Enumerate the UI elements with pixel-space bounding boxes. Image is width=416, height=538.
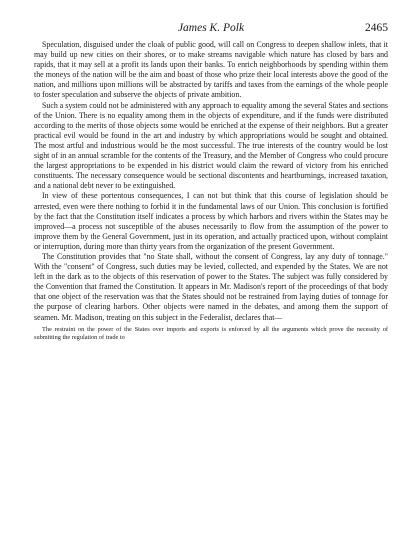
running-head: James K. Polk (177, 22, 245, 34)
paragraph-constitution: The Constitution provides that "no State shall, without the consent of Congress, lay any duty of tonnage." With the "consent" of Congress, such duties may be levied, collected, and expended by the States. We are not left in the dark as to the objects of this reservation of power to the States. The subject was fully considered by the Convention that framed the Constitution. It appears in Mr. Madison's report of the proceedings of that body that one object of the reservation was that the States should not be restrained from laying duties of tonnage for the purpose of clearing harbors. Other objects were named in the debates, and among them the support of seamen. Mr. Madison, treating on this subject in the Federalist, declares that— (34, 251, 388, 322)
page-number: 2465 (365, 22, 388, 34)
paragraph-consequences: In view of these portentous consequences, I can not but think that this course of legislation should be arrested, even were there nothing to forbid it in the fundamental laws of our Union. This conclusion is fortified by the fact that the Constitution itself indicates a process by which harbors and rivers within the States may be improved—a process not susceptible of the abuses necessarily to flow from the assumption of the power to improve them by the General Government, just in its operation, and actually practiced upon, without complaint or interruption, during more than thirty years from the organization of the present Government. (34, 191, 388, 251)
paragraph-speculation: Speculation, disguised under the cloak of public good, will call on Congress to deepen shallow inlets, that it may build up new cities on their shores, or to make streams navigable which nature has closed by bars and rapids, that it may sell at a profit its lands upon their banks. To enrich neighborhoods by spending within them the moneys of the nation will be the aim and boast of those who prize their local interests above the good of the nation, and millions upon millions will be abstracted by tariffs and taxes from the earnings of the whole people to foster speculation and subserve the objects of private ambition. (34, 40, 388, 100)
document-page (34, 22, 388, 348)
body-text (34, 40, 388, 323)
page-header (34, 22, 388, 38)
paragraph-equality: Such a system could not be administered with any approach to equality among the several States and sections of the Union. There is no equality among them in the objects of expenditure, and if the funds were distributed according to the merits of those objects some would be enriched at the expense of their neighbors. But a greater practical evil would be found in the art and industry by which appropriations would be sought and obtained. The most artful and industrious would be the most successful. The true interests of the country would be lost sight of in an annual scramble for the contents of the Treasury, and the Member of Congress who could procure the largest appropriations to be expended in his district would claim the reward of victory from his enriched constituents. The necessary consequence would be sectional discontents and heartburnings, increased taxation, and a national debt never to be extinguished. (34, 100, 388, 191)
footnote: The restraint on the power of the States over imports and exports is enforced by all the arguments which prove the necessity of submitting the regulation of trade to (34, 325, 388, 341)
